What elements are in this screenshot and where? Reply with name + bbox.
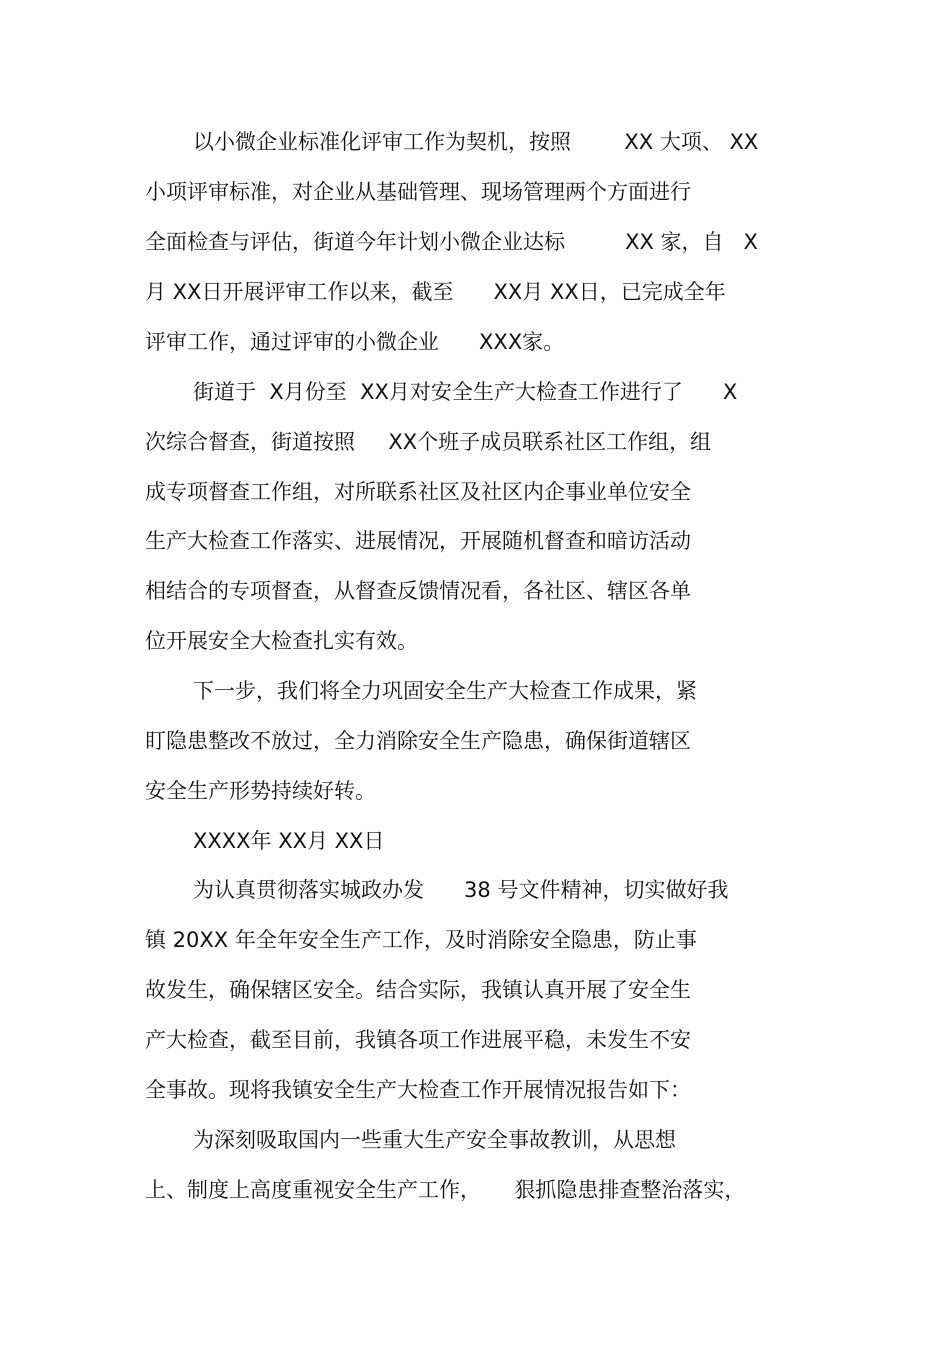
text-line: 上、制度上高度重视安全生产工作， 狠抓隐患排查整治落实， <box>145 1178 746 1202</box>
text-line: 以小微企业标准化评审工作为契机，按照 XX 大项、 XX <box>193 130 759 154</box>
text-line: 评审工作，通过评审的小微企业 XXX家。 <box>145 330 565 354</box>
text-line: 故发生，确保辖区安全。结合实际，我镇认真开展了安全生 <box>145 978 691 1002</box>
text-line: 全事故。现将我镇安全生产大检查工作开展情况报告如下： <box>145 1078 691 1102</box>
text-line: 次综合督查，街道按照 XX个班子成员联系社区工作组，组 <box>145 430 712 454</box>
text-line: 产大检查，截至目前，我镇各项工作进展平稳，未发生不安 <box>145 1028 691 1052</box>
text-line: 成专项督查工作组，对所联系社区及社区内企事业单位安全 <box>145 480 691 504</box>
text-line: 相结合的专项督查，从督查反馈情况看，各社区、辖区各单 <box>145 579 691 603</box>
text-line: 全面检查与评估，街道今年计划小微企业达标 XX 家，自 X <box>145 230 758 254</box>
text-line: 盯隐患整改不放过，全力消除安全生产隐患，确保街道辖区 <box>145 729 691 753</box>
text-line: 下一步，我们将全力巩固安全生产大检查工作成果，紧 <box>193 679 697 703</box>
text-line: 镇 20XX 年全年安全生产工作，及时消除安全隐患，防止事 <box>145 928 697 952</box>
text-line: 街道于 X月份至 XX月对安全生产大检查工作进行了 X <box>193 380 738 404</box>
text-line: 生产大检查工作落实、进展情况，开展随机督查和暗访活动 <box>145 529 691 553</box>
text-line: 小项评审标准，对企业从基础管理、现场管理两个方面进行 <box>145 180 691 204</box>
text-line: 月 XX日开展评审工作以来，截至 XX月 XX日，已完成全年 <box>145 280 726 304</box>
text-line: 为认真贯彻落实城政办发 38 号文件精神，切实做好我 <box>193 878 729 902</box>
text-line: 为深刻吸取国内一些重大生产安全事故教训，从思想 <box>193 1128 676 1152</box>
text-line: 安全生产形势持续好转。 <box>145 779 376 803</box>
text-line: 位开展安全大检查扎实有效。 <box>145 629 418 653</box>
date-line: XXXX年 XX月 XX日 <box>193 829 385 853</box>
